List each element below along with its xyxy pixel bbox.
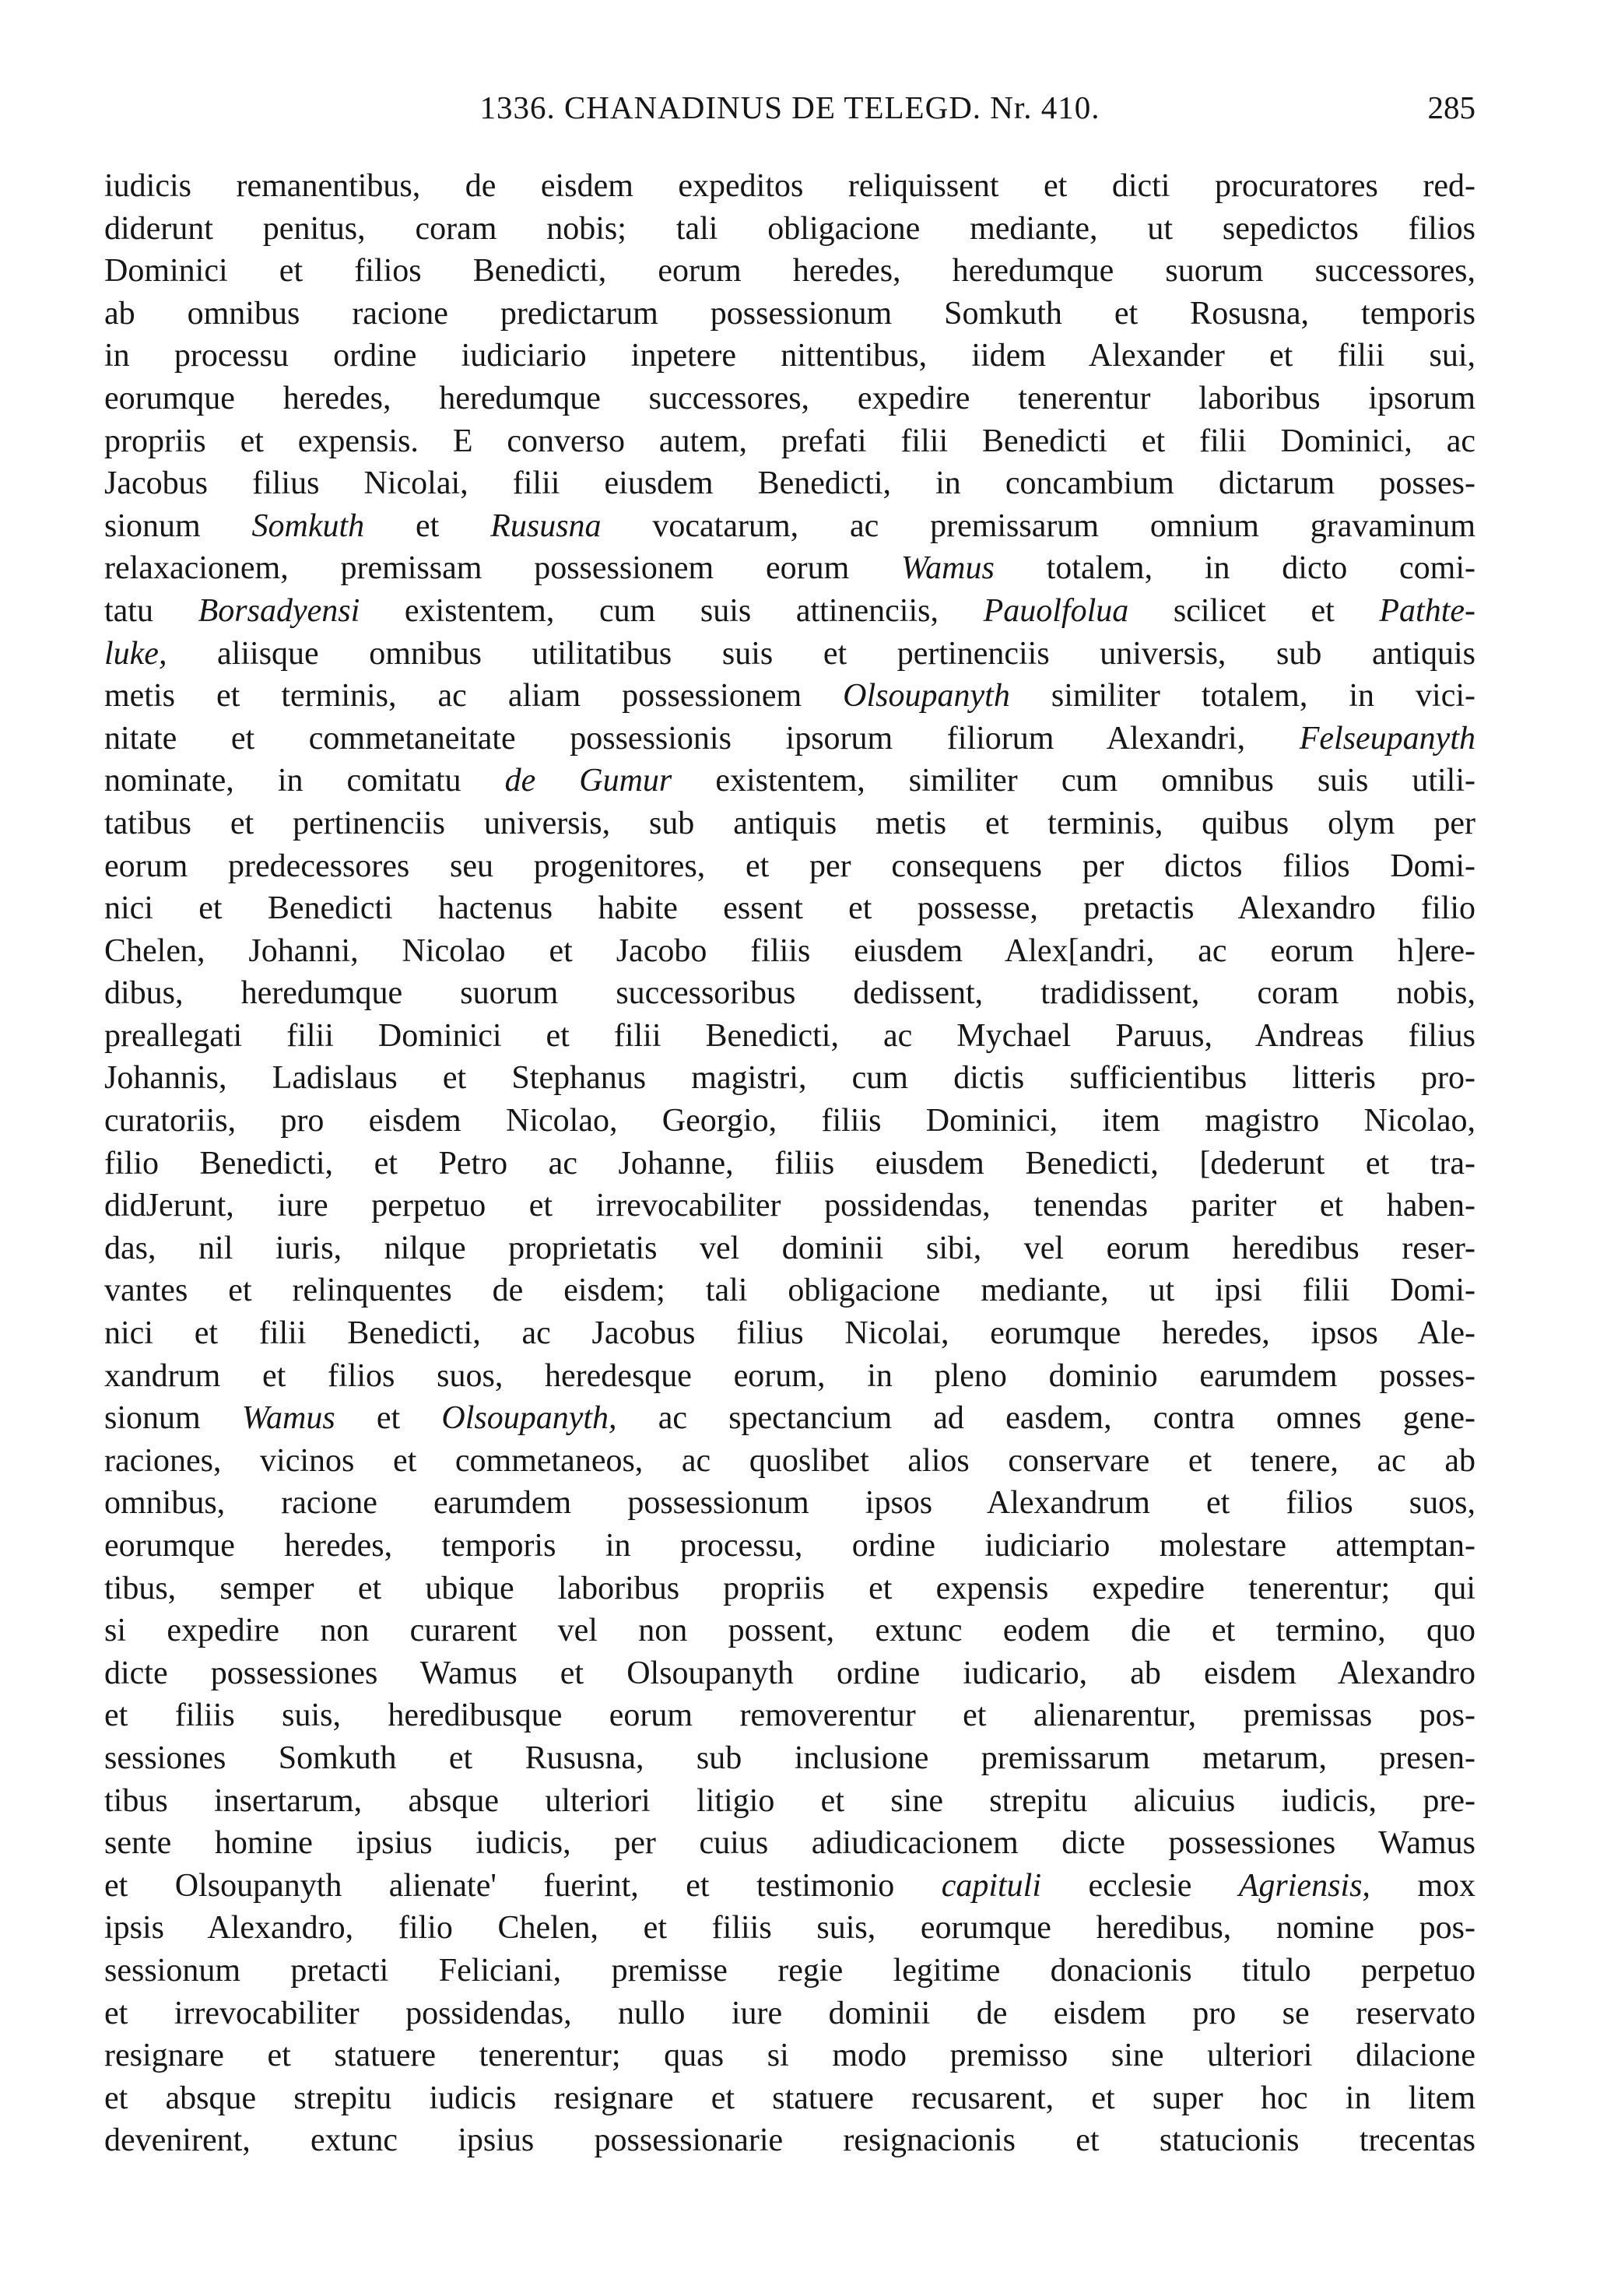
text-line — [104, 335, 1475, 377]
text-segment: et filiis suis, heredibusque eorum removerentur et alienarentur, premissas pos- — [104, 1697, 1475, 1734]
text-line — [104, 1694, 1475, 1737]
text-line — [104, 1143, 1475, 1185]
italic-text-segment: luke, — [104, 635, 167, 672]
italic-text-segment: Wamus — [901, 550, 995, 587]
text-segment: sionum — [104, 507, 252, 544]
italic-text-segment: Somkuth — [251, 507, 365, 544]
text-segment: scilicet et — [1128, 592, 1380, 629]
text-segment: tatu — [104, 592, 198, 629]
text-segment: iudicis remanentibus, de eisdem expeditos reliquissent et dicti procuratores red- — [104, 168, 1475, 204]
text-line — [104, 675, 1475, 718]
text-segment: dicte possessiones Wamus et Olsoupanyth ordine iudicario, ab eisdem Alexandro — [104, 1655, 1475, 1691]
text-line — [104, 1907, 1475, 1950]
text-segment: eorum predecessores seu progenitores, et per consequens per dictos filios Domi- — [104, 848, 1475, 884]
text-line — [104, 1992, 1475, 2035]
text-line — [104, 1652, 1475, 1695]
text-segment: Jacobus filius Nicolai, filii eiusdem Benedicti, in concambium dictarum posses- — [104, 465, 1475, 502]
text-line — [104, 2077, 1475, 2120]
page-header — [104, 84, 1475, 131]
text-segment: et — [364, 507, 491, 544]
text-line — [104, 208, 1475, 251]
text-segment: tatibus et pertinenciis universis, sub antiquis metis et terminis, quibus olym per — [104, 805, 1475, 841]
text-line — [104, 1312, 1475, 1355]
text-segment: sionum — [104, 1400, 242, 1437]
text-segment: nominate, in comitatu — [104, 763, 505, 799]
text-line — [104, 2034, 1475, 2077]
text-segment: tibus insertarum, absque ulteriori litigio et sine strepitu alicuius iudicis, pre- — [104, 1782, 1475, 1819]
text-line — [104, 1100, 1475, 1143]
text-line — [104, 718, 1475, 760]
running-title: 1336. CHANADINUS DE TELEGD. Nr. 410. — [479, 90, 1100, 125]
text-line — [104, 1355, 1475, 1398]
text-line — [104, 505, 1475, 548]
text-line — [104, 1610, 1475, 1652]
text-line — [104, 547, 1475, 590]
italic-text-segment: Pauolfolua — [983, 592, 1129, 629]
italic-text-segment: Felseupanyth — [1299, 720, 1475, 757]
text-segment: Chelen, Johanni, Nicolao et Jacobo filiis eiusdem Alex[andri, ac eorum h]ere- — [104, 932, 1475, 969]
text-line — [104, 887, 1475, 930]
text-segment: didJerunt, iure perpetuo et irrevocabiliter possidendas, tenendas pariter et haben- — [104, 1188, 1475, 1224]
text-segment: et — [335, 1400, 442, 1437]
text-segment: sessiones Somkuth et Rususna, sub inclusione premissarum metarum, presen- — [104, 1740, 1475, 1776]
text-segment: et irrevocabiliter possidendas, nullo iure dominii de eisdem pro se reservato — [104, 1995, 1475, 2031]
text-segment: eorumque heredes, temporis in processu, ordine iudiciario molestare attemptan- — [104, 1528, 1475, 1564]
text-segment: ipsis Alexandro, filio Chelen, et filiis suis, eorumque heredibus, nomine pos- — [104, 1910, 1475, 1947]
text-segment: sente homine ipsius iudicis, per cuius adiudicacionem dicte possessiones Wamus — [104, 1825, 1475, 1862]
text-segment: mox — [1370, 1867, 1475, 1904]
text-segment: raciones, vicinos et commetaneos, ac quoslibet alios conservare et tenere, ac ab — [104, 1442, 1475, 1479]
text-line — [104, 633, 1475, 676]
text-line — [104, 802, 1475, 845]
text-line — [104, 760, 1475, 802]
text-line — [104, 1780, 1475, 1823]
italic-text-segment: Pathte- — [1379, 592, 1475, 629]
italic-text-segment: Olsoupanyth — [843, 678, 1010, 714]
text-segment: curatoriis, pro eisdem Nicolao, Georgio, filiis Dominici, item magistro Nicolao, — [104, 1103, 1475, 1139]
text-segment: devenirent, extunc ipsius possessionarie resignacionis et statucionis trecentas — [104, 2122, 1475, 2159]
text-segment: ab omnibus racione predictarum possessionum Somkuth et Rosusna, temporis — [104, 295, 1475, 332]
text-segment: et Olsoupanyth alienate' fuerint, et testimonio — [104, 1867, 942, 1904]
text-segment: vantes et relinquentes de eisdem; tali obligacione mediante, ut ipsi filii Domi- — [104, 1273, 1475, 1309]
text-segment: dibus, heredumque suorum successoribus dedissent, tradidissent, coram nobis, — [104, 975, 1475, 1012]
text-line — [104, 1568, 1475, 1610]
text-segment: omnibus, racione earumdem possessionum ipsos Alexandrum et filios suos, — [104, 1485, 1475, 1522]
text-segment: relaxacionem, premissam possessionem eorum — [104, 550, 902, 587]
text-line — [104, 1227, 1475, 1270]
text-segment: xandrum et filios suos, heredesque eorum, in pleno dominio earumdem posses- — [104, 1357, 1475, 1394]
text-line — [104, 972, 1475, 1015]
text-segment: in processu ordine iudiciario inpetere nittentibus, iidem Alexander et filii sui, — [104, 338, 1475, 374]
text-segment: metis et terminis, ac aliam possessionem — [104, 678, 844, 714]
text-line — [104, 462, 1475, 505]
page-number: 285 — [1427, 90, 1475, 125]
italic-text-segment: Borsadyensi — [198, 592, 360, 629]
text-line — [104, 1525, 1475, 1568]
text-line — [104, 250, 1475, 293]
text-segment: diderunt penitus, coram nobis; tali obligacione mediante, ut sepedictos filios — [104, 210, 1475, 247]
text-segment: nitate et commetaneitate possessionis ipsorum filiorum Alexandri, — [104, 720, 1300, 757]
text-segment: ac spectancium ad easdem, contra omnes gene- — [616, 1400, 1475, 1437]
text-line — [104, 1269, 1475, 1312]
text-line — [104, 1015, 1475, 1058]
text-line — [104, 845, 1475, 888]
text-line — [104, 1865, 1475, 1908]
text-line — [104, 930, 1475, 973]
text-segment: nici et filii Benedicti, ac Jacobus filius Nicolai, eorumque heredes, ipsos Ale- — [104, 1315, 1475, 1352]
text-segment: si expedire non curarent vel non possent, extunc eodem die et termino, quo — [104, 1613, 1475, 1649]
text-segment: das, nil iuris, nilque proprietatis vel dominii sibi, vel eorum heredibus reser- — [104, 1230, 1475, 1266]
text-segment: Johannis, Ladislaus et Stephanus magistri, cum dictis sufficientibus litteris pro- — [104, 1060, 1475, 1097]
text-line — [104, 1057, 1475, 1100]
text-line — [104, 1737, 1475, 1780]
text-line — [104, 293, 1475, 335]
text-segment: sessionum pretacti Feliciani, premisse regie legitime donacionis titulo perpetuo — [104, 1952, 1475, 1989]
text-line — [104, 377, 1475, 420]
text-segment: Dominici et filios Benedicti, eorum heredes, heredumque suorum successores, — [104, 253, 1475, 290]
text-segment: aliisque omnibus utilitatibus suis et pertinenciis universis, sub antiquis — [167, 635, 1475, 672]
body-text — [104, 165, 1475, 2162]
text-segment: totalem, in dicto comi- — [994, 550, 1475, 587]
text-line — [104, 2119, 1475, 2162]
text-segment: filio Benedicti, et Petro ac Johanne, filiis eiusdem Benedicti, [dederunt et tra- — [104, 1145, 1475, 1181]
text-line — [104, 1482, 1475, 1525]
text-segment: nici et Benedicti hactenus habite essent et possesse, pretactis Alexandro filio — [104, 890, 1475, 927]
italic-text-segment: Rususna — [490, 507, 602, 544]
italic-text-segment: de Gumur — [504, 763, 672, 799]
text-line — [104, 1822, 1475, 1865]
text-segment: existentem, cum suis attinenciis, — [360, 592, 984, 629]
text-segment: preallegati filii Dominici et filii Benedicti, ac Mychael Paruus, Andreas filius — [104, 1017, 1475, 1054]
text-line — [104, 420, 1475, 463]
text-line — [104, 590, 1475, 633]
italic-text-segment: Agriensis, — [1238, 1867, 1370, 1904]
text-segment: vocatarum, ac premissarum omnium gravaminum — [601, 507, 1475, 544]
text-line — [104, 1397, 1475, 1440]
text-segment: existentem, similiter cum omnibus suis utili- — [672, 763, 1475, 799]
text-segment: resignare et statuere tenerentur; quas si modo premisso sine ulteriori dilacione — [104, 2038, 1475, 2074]
text-line — [104, 165, 1475, 208]
italic-text-segment: Wamus — [241, 1400, 335, 1437]
text-line — [104, 1950, 1475, 1992]
text-line — [104, 1185, 1475, 1227]
text-segment: ecclesie — [1041, 1867, 1239, 1904]
text-segment: tibus, semper et ubique laboribus propriis et expensis expedire tenerentur; qui — [104, 1570, 1475, 1606]
text-line — [104, 1440, 1475, 1483]
text-segment: et absque strepitu iudicis resignare et statuere recusarent, et super hoc in litem — [104, 2080, 1475, 2116]
italic-text-segment: capituli — [941, 1867, 1042, 1904]
text-segment: propriis et expensis. E converso autem, prefati filii Benedicti et filii Dominici, ac — [104, 423, 1475, 459]
text-segment: eorumque heredes, heredumque successores, expedire tenerentur laboribus ipsorum — [104, 380, 1475, 416]
italic-text-segment: Olsoupanyth, — [441, 1400, 617, 1437]
text-segment: similiter totalem, in vici- — [1009, 678, 1475, 714]
